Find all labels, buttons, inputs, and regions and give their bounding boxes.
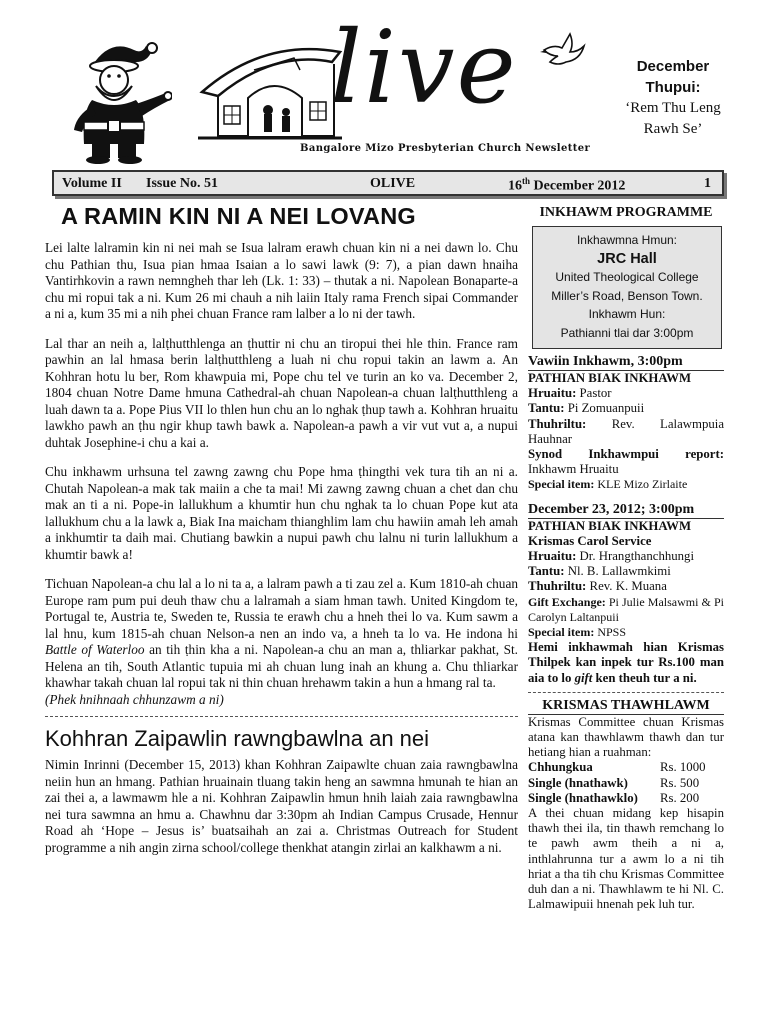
nativity-house-icon	[194, 44, 344, 140]
offering-value: Rs. 200	[660, 790, 700, 805]
newsletter-name: OLIVE	[370, 176, 416, 191]
programme-heading: INKHAWM PROGRAMME	[539, 205, 713, 220]
today-prayer	[528, 401, 724, 416]
issue-date	[508, 176, 625, 195]
preacher-name: Rev. Lalawmpuia Hauhnar	[528, 416, 724, 446]
today-service-heading: Vawiin Inkhawm, 3:00pm	[528, 353, 724, 371]
offering-row	[528, 776, 724, 791]
prayer-label: Tantu:	[528, 401, 565, 416]
carol-prayer	[528, 564, 724, 579]
leader-name: Pastor	[576, 386, 612, 401]
theme-label: Thupui:	[645, 79, 701, 96]
sidebar-divider	[528, 692, 724, 693]
today-special-item	[528, 477, 724, 492]
article-1-paragraph-4	[45, 576, 518, 692]
offering-value: Rs. 1000	[660, 760, 706, 775]
issue-number: Issue No. 51	[146, 176, 218, 191]
carol-preacher	[528, 579, 724, 594]
synod-name: Inkhawm Hruaitu	[528, 462, 619, 477]
today-preacher	[528, 417, 724, 447]
carol-service-heading: December 23, 2012; 3:00pm	[528, 501, 724, 519]
logo-wordmark: live	[330, 9, 518, 126]
offering-table	[528, 760, 724, 806]
today-service	[528, 371, 724, 493]
offering-heading: KRISMAS THAWHLAWM	[528, 697, 724, 715]
gift-names: Pi Julie Malsawmi & Pi Carolyn Laltanpuii	[528, 594, 724, 624]
leader-label: Hruaitu:	[528, 386, 577, 401]
offering-label: Single (hnathawk)	[528, 775, 628, 790]
article-1-paragraph-1: Lei lalte lalramin kin ni nei mah se Isua lalram erawh chuan kin ni a nei dawn lo. Chu chu Pathian thu, Isua pian hmaa Isaian a lo sawi lawk (9: 7), a pian dawn hnaiha Vantirhkovin a rawn nemngheh thar leh (Lk. 1: 33) – thutak a ni. Napolean Bonaparte-a chu mi ropui tak a ni. Kum 26 mi chauh a nih laiin Italy rama French sipai Commander a ni a, kum 35 mi a nih phei chuan France ram lalber a lo ni der tawh.	[45, 240, 518, 321]
offering-intro: Krismas Committee chuan Krismas atana kan thawhlawm thawh dan tur hetiang hian a ruahman:	[528, 714, 724, 760]
sidebar	[528, 202, 724, 913]
theme-line-1: ‘Rem Thu Leng	[625, 100, 721, 116]
carol-service-title: PATHIAN BIAK INKHAWM	[528, 518, 692, 533]
leader-label: Hruaitu:	[528, 549, 577, 564]
today-leader	[528, 386, 724, 401]
offering-row	[528, 760, 724, 775]
article-1-title: A RAMIN KIN NI A NEI LOVANG	[61, 203, 416, 229]
santa-claus-icon	[62, 36, 172, 164]
theme-line-2: Rawh Se’	[643, 121, 703, 137]
prayer-name: Pi Zomuanpuii	[564, 401, 645, 416]
venue-road: Miller’s Road, Benson Town.	[551, 288, 703, 303]
battle-name: Battle of Waterloo	[45, 642, 145, 657]
offering-label: Chhungkua	[528, 760, 593, 775]
article-1-paragraph-3: Chu inkhawm urhsuna tel zawng zawng chu Pope hma ṭhingthi vek tura tih an ni a. Chutah Napolean-a mak tak maiin a che ta mai! Mi zawng zawng chuan a chet dan chu mak an ti a ni. Pope-in lallukhum a khumtir hun chu nghak ta lo chuan Pope kut ata lallukhum chu a la lawk a, Biak Ina maicham thianghlim lam chu hawiin amah leh amah a inkhumtir ta daih mai. Chutiang bawkin a nupui pawh chu lalnu ni turin lallukhum a khumtir bawk a!	[45, 464, 518, 562]
prayer-label: Tantu:	[528, 564, 565, 579]
article-2-paragraph-1: Nimin Inrinni (December 15, 2013) khan Kohhran Zaipawlte chuan zaia rawngbawlna neiin hun an hmang. Pathian hruainain tluang takin heng an sawmna hmunah te hian an zai thei a, a lawmawm hle a ni. Kohhran Zaipawlin hmun hnih laiah zaia rawngbawlna nei tura sawmna an hmu a. Chawhnu dar 3:30pm ah Indian Campus Crusade, Hennur Road ah ‘Hope – Jesus is’ buatsaihah an zai a. Christmas Outreach for Student programme a nih angin zirna school/college thenkhat atangin zirlai an kalkhawm a ni.	[45, 757, 518, 855]
page-number: 1	[704, 176, 711, 191]
date-day: 16	[508, 178, 522, 194]
prayer-name: Nl. B. Lallawmkimi	[564, 564, 671, 579]
date-rest: December 2012	[530, 178, 626, 194]
venue-box	[532, 226, 722, 349]
gift-notice-word: gift	[574, 670, 593, 685]
article-1-paragraph-2: Lal thar an neih a, lalṭhutthlenga an ṭhuttir ni chu an tiropui thei hle thin. France ram pawhin an lal hmasa berin lalṭhutthleng a luah ni chu ropui takin an lawm a. An Kohhran hotu lu ber, Rom khawpuia mi, Pope chu tel ve turin an ko va. December 2, 1804 chuan Notre Dame hmuna Cathedral-ah chuan Napolean-a chuan lalṭhutthleng a luah dawn ta a. Pope Pius VII lo thlen hun chu an lo nghak ṭhup tawh a. Kohhran hruaitu lawkho pawh an ṭhu ngir khup tawh bawk a. Napolean-a pawh a vir vut vut a, a nupui duhtak Josephine-i chu a kai a.	[45, 335, 518, 450]
offering-value: Rs. 500	[660, 775, 700, 790]
month-theme	[598, 56, 748, 140]
carol-service	[528, 519, 724, 686]
gift-notice	[528, 640, 724, 686]
offering-outro: A thei chuan midang kep hisapin thawh thei ila, tin thawh remchang lo te pawh awm theih a ni a, inthlahrunna tur a awm lo a ni tih hriat a tha tih chu Krismas Committee duh dan a ni. Thawhlawm te hi Nl. C. Lalmawipuii hnenah pek luh tur.	[528, 806, 724, 912]
preacher-label: Thuhriltu:	[528, 416, 587, 431]
synod-label: Synod Inkhawmpui report:	[528, 447, 724, 462]
special-name: KLE Mizo Zirlaite	[594, 477, 688, 492]
time-label: Inkhawm Hun:	[588, 307, 666, 321]
today-service-title: PATHIAN BIAK INKHAWM	[528, 371, 692, 385]
gift-label: Gift Exchange:	[528, 594, 606, 609]
offering-row	[528, 791, 724, 806]
main-column	[45, 200, 518, 869]
leader-name: Dr. Hrangthanchhungi	[576, 549, 694, 564]
paragraph-4-start: Tichuan Napolean-a chu lal a lo ni ta a, a lalram pawh a ti zau zel a. Kum 1810-ah chuan Europe ram pum pui deuh thaw chu a lalramah a siam hman tawh. United Kingdom te, Portugal te, Austria te, Sweden te, Russia te erawh chu a hneh thei lo va. Kum sawm a lal hnu, kum 1815-ah chuan Nelson-a nen an indo va, a hneh ta lo va. He indona hi	[45, 576, 518, 641]
preacher-name: Rev. K. Muana	[586, 579, 667, 594]
special-label: Special item:	[528, 625, 595, 640]
venue-label: Inkhawmna Hmun:	[576, 233, 678, 247]
article-2-title: Kohhran Zaipawlin rawngbawlna an nei	[45, 726, 430, 751]
carol-service-subtitle: Krismas Carol Service	[528, 533, 652, 548]
preacher-label: Thuhriltu:	[528, 579, 587, 594]
continued-note: (Phek hnihnaah chhunzawm a ni)	[45, 691, 224, 707]
date-suffix: th	[522, 176, 531, 186]
gift-notice-start: Hemi inkhawmah hian Krismas Thilpek kan inpek tur Rs.100 man aia to lo	[528, 640, 724, 685]
venue-college: United Theological College	[555, 270, 699, 284]
carol-special-item	[528, 625, 724, 640]
section-divider	[45, 716, 518, 717]
volume-label: Volume II	[62, 176, 122, 191]
today-synod-report	[528, 447, 724, 477]
paragraph-4-end: an tih ṭhin kha a ni. Napolean-a chu an man a, thliarkar pakhat, St. Helena an tih, South Atlantic tupuia mi ah chuan lung inah an khung a. Chu thliarkar khawhar takah chuan lal ropui tak ni thin chuan hrehawm takin a hun a hmang ral ta.	[45, 642, 519, 690]
carol-leader	[528, 549, 724, 564]
carol-gift-exchange	[528, 595, 724, 625]
month-label: December	[636, 58, 710, 75]
special-label: Special item:	[528, 477, 595, 492]
offering-label: Single (hnathawklo)	[528, 790, 638, 805]
service-time: Pathianni tlai dar 3:00pm	[560, 325, 694, 340]
special-name: NPSS	[594, 625, 627, 640]
issue-bar	[52, 170, 724, 196]
masthead	[0, 0, 768, 165]
newsletter-subtitle: Bangalore Mizo Presbyterian Church Newsletter	[300, 143, 591, 154]
dove-icon	[540, 30, 586, 70]
gift-notice-end: ken theuh tur a ni.	[592, 670, 697, 685]
venue-hall: JRC Hall	[597, 250, 657, 267]
